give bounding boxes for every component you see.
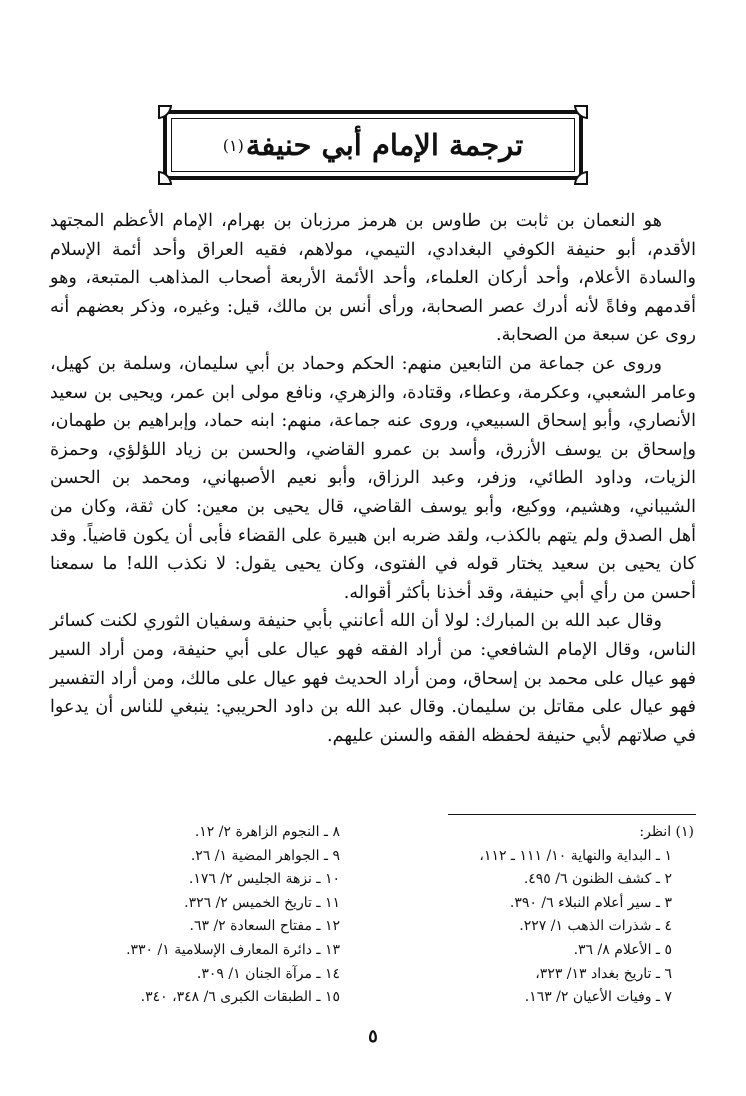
footnote-entry: ١٣ ـ دائرة المعارف الإسلامية ١/ ٣٣٠. xyxy=(126,941,340,958)
paragraph: وروى عن جماعة من التابعين منهم: الحكم وحماد بن أبي سليمان، وسلمة بن كهيل، وعامر الشعبي، وعكرمة، وعطاء، وقتادة، والزهري، ونافع مولى ابن عمر، ويحيى بن سعيد الأنصاري، وأبو إسحاق السبيعي، وروى عنه جماعة، منهم: ابنه حماد، وإبراهيم بن طهمان، وإسحاق بن يوسف الأزرق، وأسد بن عمرو القاضي، والحسن بن زياد اللؤلؤي، وحمزة الزيات، وداود الطائي، وزفر، وعبد الرزاق، وأبو نعيم الأصبهاني، ومحمد بن الحسن الشيباني، وهشيم، ووكيع، وأبو يوسف القاضي، قال يحيى بن معين: كان ثقة، وكان من أهل الصدق ولم يتهم بالكذب، ولقد ضربه ابن هبيرة على القضاء فأبى أن يكون قاضياً. وقد كان يحيى بن سعيد يختار قوله في الفتوى، وكان يحيى يقول: لا نكذب الله! ما سمعنا أحسن من رأي أبي حنيفة، وقد أخذنا بأكثر أقواله. xyxy=(50,353,696,603)
footnote-entry: ١١ ـ تاريخ الخميس ٢/ ٣٢٦. xyxy=(184,894,340,911)
footnote-entry: ٦ ـ تاريخ بغداد ١٣/ ٣٢٣، xyxy=(535,965,672,982)
body-text xyxy=(50,207,696,750)
footnote-entry: ٥ ـ الأعلام ٨/ ٣٦. xyxy=(573,941,672,958)
footnote-entry: ١ ـ البداية والنهاية ١٠/ ١١١ ـ ١١٢، xyxy=(479,847,672,864)
footnote-entry: ٧ ـ وفيات الأعيان ٢/ ١٦٣. xyxy=(524,989,672,1006)
footnote-entry: ١٠ ـ نزهة الجليس ٢/ ١٧٦. xyxy=(188,871,340,888)
footnotes-right-column xyxy=(394,821,694,1010)
footnote-separator xyxy=(448,814,696,815)
footnotes-left-column xyxy=(40,821,340,1010)
footnote-entry: ١٥ ـ الطبقات الكبرى ٦/ ٣٤٨، ٣٤٠. xyxy=(140,989,340,1006)
page-number: ٥ xyxy=(368,1026,378,1047)
footnote-entry: ٩ ـ الجواهر المضية ١/ ٢٦. xyxy=(190,847,340,864)
footnote-header: (١) انظر: xyxy=(639,824,694,840)
footnote-entry: ١٤ ـ مرآة الجنان ١/ ٣٠٩. xyxy=(196,965,340,982)
page-title xyxy=(167,114,579,176)
footnote-entry: ١٢ ـ مفتاح السعادة ٢/ ٦٣. xyxy=(189,918,340,935)
title-frame xyxy=(163,110,583,180)
page-title-text: ترجمة الإمام أبي حنيفة xyxy=(245,128,524,162)
paragraph: وقال عبد الله بن المبارك: لولا أن الله أعانني بأبي حنيفة وسفيان الثوري لكنت كسائر الناس، وقال الإمام الشافعي: من أراد الفقه فهو عيال على أبي حنيفة، ومن أراد السير فهو عيال على محمد بن إسحاق، ومن أراد الحديث فهو عيال على مالك، ومن أراد التفسير فهو عيال على مقاتل بن سليمان. وقال عبد الله بن داود الحريبي: ينبغي للناس أن يدعوا في صلاتهم لأبي حنيفة لحفظه الفقه والسنن عليهم. xyxy=(50,611,696,746)
footnote-entry: ٣ ـ سير أعلام النبلاء ٦/ ٣٩٠. xyxy=(509,894,672,911)
footnote-entry: ٨ ـ النجوم الزاهرة ٢/ ١٢. xyxy=(194,824,340,840)
title-footnote-marker: (١) xyxy=(222,135,244,155)
footnote-entry: ٢ ـ كشف الظنون ٦/ ٤٩٥. xyxy=(523,871,672,888)
paragraph: هو النعمان بن ثابت بن طاوس بن هرمز مرزبان بن بهرام، الإمام الأعظم المجتهد الأقدم، أبو حنيفة الكوفي البغدادي، التيمي، مولاهم، فقيه العراق وأحد أئمة الإسلام والسادة الأعلام، وأحد أركان العلماء، وأحد الأئمة الأربعة أصحاب المذاهب المتبعة، وهو أقدمهم وفاةً لأنه أدرك عصر الصحابة، ورأى أنس بن مالك، قيل: وغيره، وذكر بعضهم أنه روى عن سبعة من الصحابة. xyxy=(50,211,696,346)
footnote-entry: ٤ ـ شذرات الذهب ١/ ٢٢٧. xyxy=(519,918,672,935)
